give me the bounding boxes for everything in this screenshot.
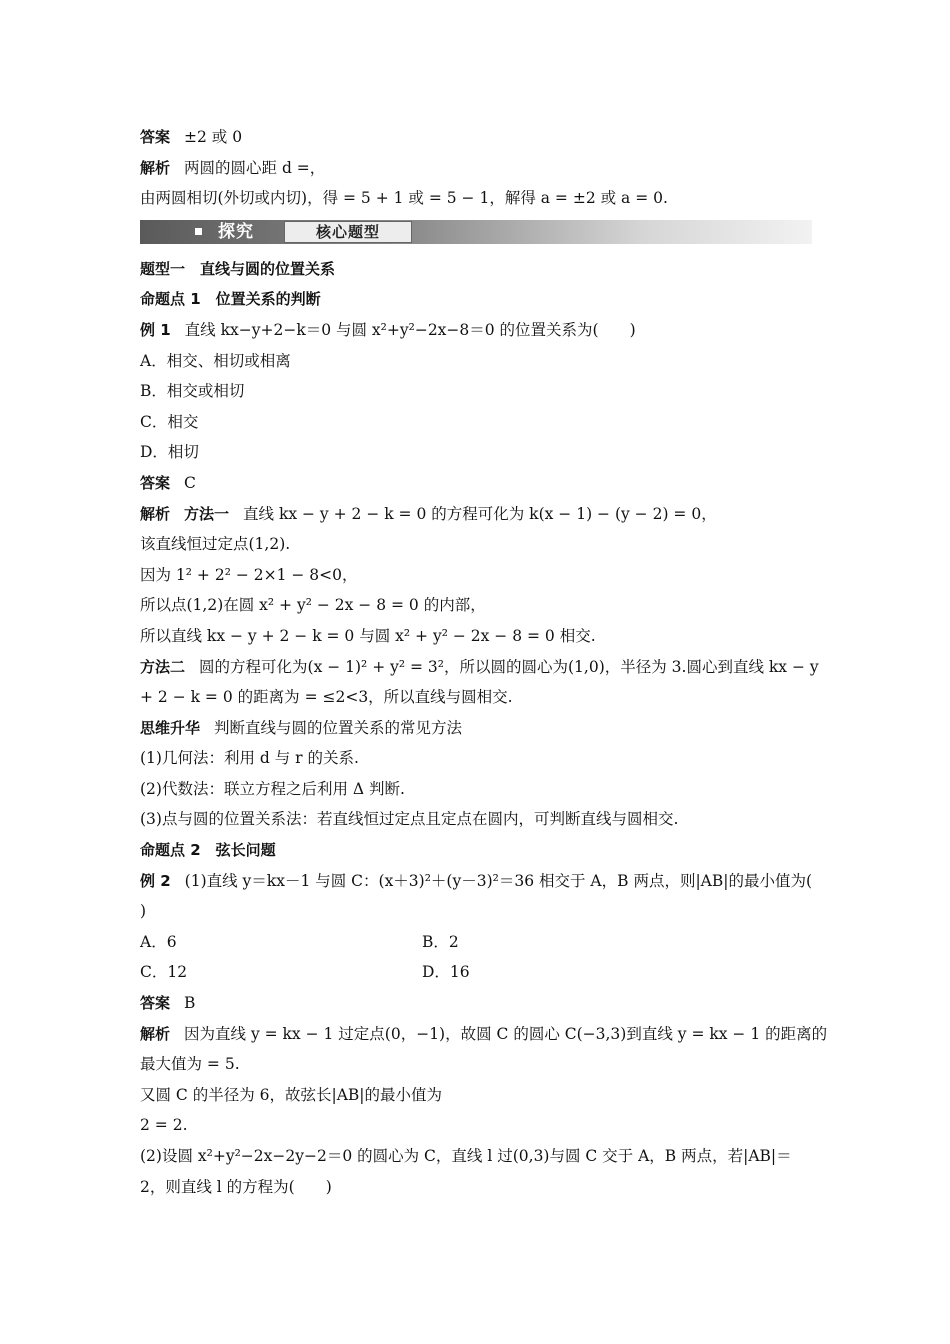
answer-label: 答案	[140, 994, 171, 1013]
answer-label: 答案	[140, 128, 171, 146]
method1-line3: 因为 1² + 2² − 2×1 − 8<0，	[140, 565, 358, 584]
method1-line1: 直线 kx − y + 2 − k = 0 的方程可化为 k(x − 1) − (y − 2) = 0，	[243, 504, 717, 523]
example2-analysis-line3: 又圆 C 的半径为 6，故弦长|AB|的最小值为	[140, 1085, 443, 1104]
thinking-heading	[140, 713, 812, 744]
intro-answer	[140, 122, 812, 153]
banner-left-label: 探究	[218, 221, 254, 242]
example2-analysis-line4: 2 = 2.	[140, 1116, 188, 1135]
example1-stem-text: 直线 kx−y+2−k＝0 与圆 x²+y²−2x−8＝0 的位置关系为( )	[184, 320, 636, 339]
method2-line1	[140, 652, 819, 683]
example2-analysis-line1: 因为直线 y = kx − 1 过定点(0，−1)，故圆 C 的圆心 C(−3,3)到直线 y = kx − 1 的距离的	[184, 1024, 828, 1043]
method1-label: 方法一	[184, 504, 230, 523]
method2-text: 圆的方程可化为(x − 1)² + y² = 3²，所以圆的圆心为(1,0)，半径为 3.圆心到直线 kx − y	[199, 657, 819, 676]
example2-stem	[140, 866, 812, 897]
example2-option-a: A．6	[140, 932, 177, 951]
thinking-title: 判断直线与圆的位置关系的常见方法	[214, 718, 463, 737]
method1-line4: 所以点(1,2)在圆 x² + y² − 2x − 8 = 0 的内部，	[140, 596, 486, 615]
thinking-item-2: (2)代数法：联立方程之后利用 Δ 判断.	[140, 779, 405, 798]
example1-stem	[140, 315, 812, 346]
example2-analysis-line2: 最大值为 = 5.	[140, 1055, 240, 1074]
answer-value: C	[184, 473, 196, 492]
example2-label: 例 2	[140, 871, 171, 890]
example2-options-row2	[140, 957, 812, 988]
example1-option-d: D．相切	[140, 443, 199, 462]
example2-option-b: B．2	[422, 932, 459, 951]
example2-part2-line2: 2，则直线 l 的方程为( )	[140, 1177, 332, 1196]
example2-option-d: D．16	[422, 963, 470, 982]
analysis-label: 解析	[140, 158, 171, 177]
example1-option-a: A．相交、相切或相离	[140, 351, 291, 370]
banner-square-icon	[195, 228, 202, 235]
example1-answer	[140, 468, 812, 499]
answer-label: 答案	[140, 473, 171, 492]
example2-stem-text: (1)直线 y＝kx－1 与圆 C：(x＋3)²＋(y－3)²＝36 相交于 A，B 两点，则|AB|的最小值为(	[184, 871, 813, 890]
example1-analysis	[140, 499, 812, 530]
thinking-item-1: (1)几何法：利用 d 与 r 的关系.	[140, 749, 359, 768]
thinking-label: 思维升华	[140, 718, 201, 737]
point1-title: 命题点 1 位置关系的判断	[140, 290, 321, 309]
example2-analysis	[140, 1019, 828, 1050]
answer-value: ±2 或 0	[184, 128, 243, 146]
example2-stem-line2: )	[140, 902, 147, 921]
point2-title: 命题点 2 弦长问题	[140, 841, 276, 860]
method1-line5: 所以直线 kx − y + 2 − k = 0 与圆 x² + y² − 2x − 8 = 0 相交.	[140, 626, 596, 645]
example2-options-row1	[140, 927, 812, 958]
example1-option-b: B．相交或相切	[140, 382, 245, 401]
thinking-item-3: (3)点与圆的位置关系法：若直线恒过定点且定点在圆内，可判断直线与圆相交.	[140, 810, 679, 829]
section-banner	[140, 220, 812, 244]
example2-answer	[140, 988, 812, 1019]
analysis-label: 解析	[140, 504, 171, 523]
method2-line2: + 2 − k = 0 的距离为 = ≤2<3，所以直线与圆相交.	[140, 688, 513, 707]
example2-option-c: C．12	[140, 963, 188, 982]
banner-right-label: 核心题型	[284, 221, 412, 243]
example2-part2-line1: (2)设圆 x²+y²−2x−2y−2＝0 的圆心为 C，直线 l 过(0,3)与圆 C 交于 A，B 两点，若|AB|＝	[140, 1147, 792, 1165]
type-title: 题型一 直线与圆的位置关系	[140, 259, 336, 278]
answer-value: B	[184, 994, 196, 1013]
example1-label: 例 1	[140, 320, 171, 339]
method2-label: 方法二	[140, 657, 186, 676]
intro-analysis-line2: 由两圆相切(外切或内切)，得 = 5 + 1 或 = 5 − 1，解得 a = ±2 或 a = 0.	[140, 189, 668, 208]
analysis-label: 解析	[140, 1024, 171, 1043]
intro-analysis	[140, 153, 812, 184]
method1-line2: 该直线恒过定点(1,2).	[140, 535, 291, 554]
example1-option-c: C．相交	[140, 412, 199, 431]
document-page	[140, 122, 828, 1202]
analysis-text: 两圆的圆心距 d =，	[184, 158, 326, 177]
